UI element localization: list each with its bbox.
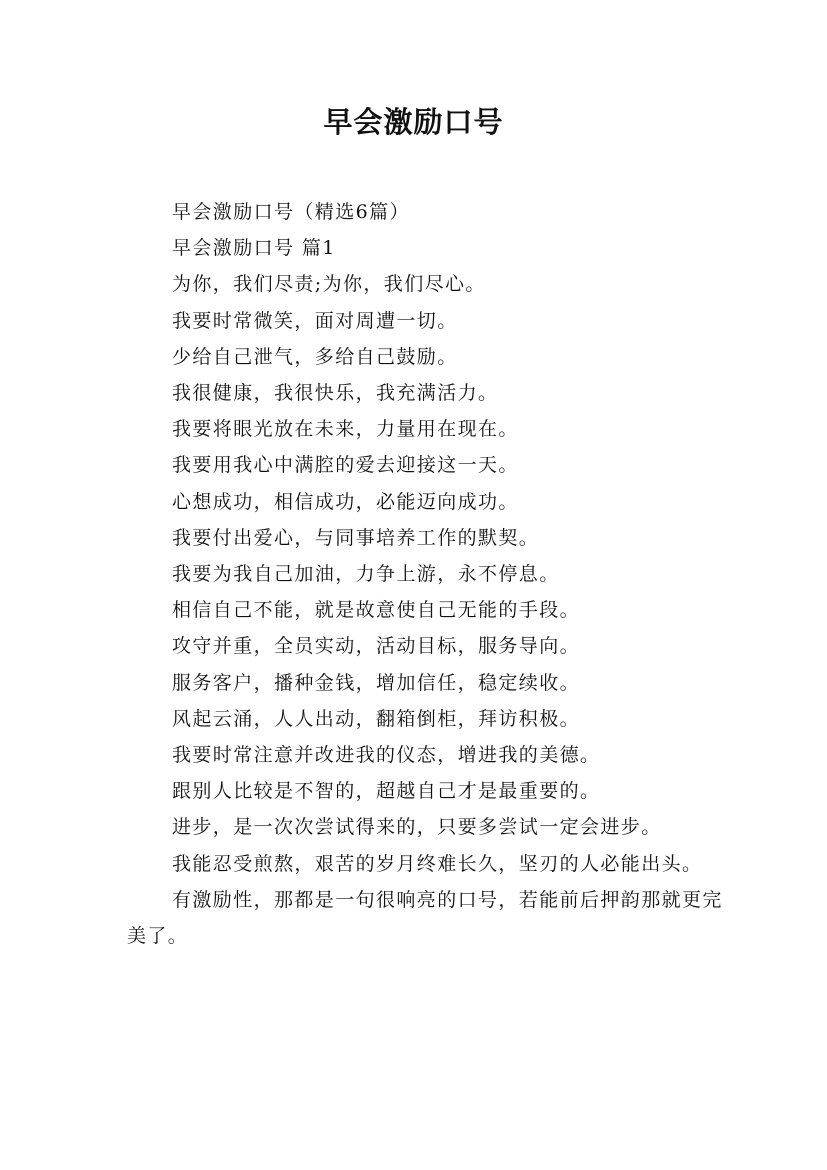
paragraph: 我要付出爱心，与同事培养工作的默契。 <box>172 526 540 549</box>
paragraph: 我能忍受煎熬，艰苦的岁月终难长久，坚刃的人必能出头。 <box>172 852 703 875</box>
paragraph: 有激励性，那都是一句很响亮的口号，若能前后押韵那就更完美了。 <box>127 888 723 948</box>
paragraph: 我要用我心中满腔的爱去迎接这一天。 <box>172 454 519 477</box>
paragraph: 为你，我们尽责;为你，我们尽心。 <box>172 273 486 296</box>
paragraph: 相信自己不能，就是故意使自己无能的手段。 <box>172 599 581 622</box>
paragraph: 我很健康，我很快乐，我充满活力。 <box>172 382 499 405</box>
paragraph: 我要时常微笑，面对周遭一切。 <box>172 309 458 332</box>
paragraph: 风起云涌，人人出动，翻箱倒柜，拜访积极。 <box>172 707 581 730</box>
paragraph: 少给自己泄气，多给自己鼓励。 <box>172 345 458 368</box>
paragraph: 进步，是一次次尝试得来的，只要多尝试一定会进步。 <box>172 816 662 839</box>
paragraph: 跟别人比较是不智的，超越自己才是最重要的。 <box>172 780 601 803</box>
paragraph: 我要时常注意并改进我的仪态，增进我的美德。 <box>172 744 601 767</box>
document-title: 早会激励口号 <box>323 105 504 139</box>
paragraph: 心想成功，相信成功，必能迈向成功。 <box>172 490 519 513</box>
paragraph: 我要为我自己加油，力争上游，永不停息。 <box>172 563 560 586</box>
paragraph: 攻守并重，全员实动，活动目标，服务导向。 <box>172 635 581 658</box>
paragraph: 服务客户，播种金钱，增加信任，稳定续收。 <box>172 671 581 694</box>
paragraph-section-heading: 早会激励口号 篇1 <box>172 237 336 260</box>
document-body <box>127 194 727 954</box>
paragraph-subtitle: 早会激励口号（精选6篇） <box>172 201 410 223</box>
paragraph: 我要将眼光放在未来，力量用在现在。 <box>172 418 519 441</box>
